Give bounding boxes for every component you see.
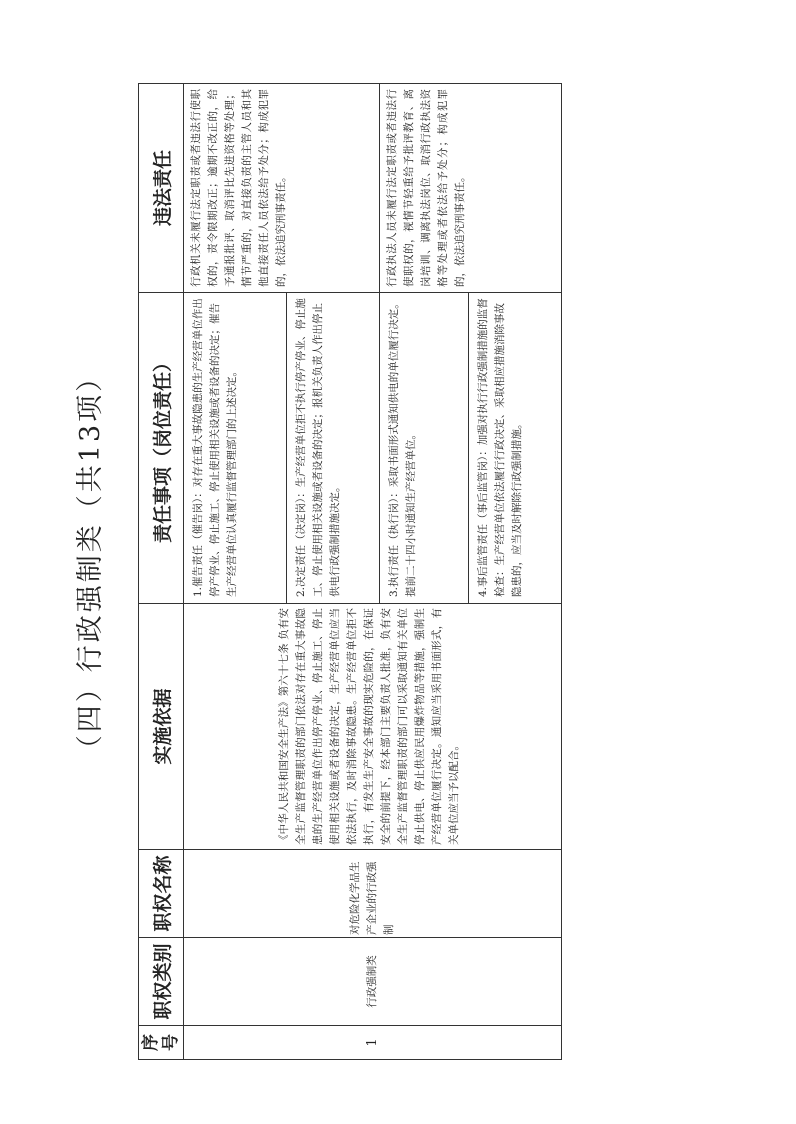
header-liability: 违法责任 <box>139 84 184 293</box>
page-title: （四）行政强制类（共13项） <box>75 361 106 763</box>
item-1: 1.催告责任（催告岗）：对存在重大事故隐患的生产经营单位作出停产停业、停止施工、停止使用相关设施或者设备的决定；催告生产经营单位认真履行监督管理部门的上述决定。 <box>184 293 287 604</box>
header-items: 责任事项（岗位责任） <box>139 293 184 604</box>
item-3: 3.执行责任（执行岗）：采取书面形式通知供电的单位履行决定。提前二十四小时通知生产经营单位。 <box>380 293 469 604</box>
basis-text: 《中华人民共和国安全生产法》第六十七条 负有安全生产监督管理职责的部门依法对存在重大事故隐患的生产经营单位作出停产停业、停止施工、停止使用相关设施或者设备的决定，生产经营单位应当依法执行，及时消除事故隐患。生产经营单位拒不执行，有发生生产安全事故的现实危险的，在保证安全的前提下，经本部门主要负责人批准，负有安全生产监督管理职责的部门可以采取通知有关单位停止供电、停止供应民用爆炸物品等措施，强制生产经营单位履行决定。通知应当采用书面形式，有关单位应当予以配合。 <box>278 608 460 845</box>
header-row <box>139 84 184 1060</box>
name-cell: 对危险化学品生产企业的行政强制 <box>184 850 562 938</box>
item-2: 2.决定责任（决定岗）：生产经营单位拒不执行停产停业、停止施工、停止使用相关设施或者设备的决定；报机关负责人作出停止供电行政强制措施决定。 <box>287 293 380 604</box>
liability-1: 行政机关未履行法定职责或者违法行使职权的，责令限期改正；逾期不改正的，给予通报批评、取消评比先进资格等处理；情节严重的，对直接负责的主管人员和其他直接责任人员依法给予处分；构成犯罪的，依法追究刑事责任。 <box>184 84 380 293</box>
liability-2: 行政执法人员未履行法定职责或者违法行使职权的，视情节轻重给予批评教育、离岗培训、调离执法岗位、取消行政执法资格等处理或者依法给予处分；构成犯罪的，依法追究刑事责任。 <box>380 84 562 293</box>
item-4: 4.事后监管责任（事后监管岗）：加强对执行行政强制措施的监督检查：生产经营单位依法履行行政决定、采取相应措施消除事故隐患的，应当及时解除行政强制措施。 <box>469 293 562 604</box>
header-seq: 序号 <box>139 1026 184 1060</box>
table-row <box>184 84 287 1060</box>
basis-cell <box>184 604 562 850</box>
header-name: 职权名称 <box>139 850 184 938</box>
category-cell: 行政强制类 <box>184 938 562 1026</box>
header-basis: 实施依据 <box>139 604 184 850</box>
header-category: 职权类别 <box>139 938 184 1026</box>
seq-cell: 1 <box>184 1026 562 1060</box>
enforcement-table <box>138 83 562 1060</box>
